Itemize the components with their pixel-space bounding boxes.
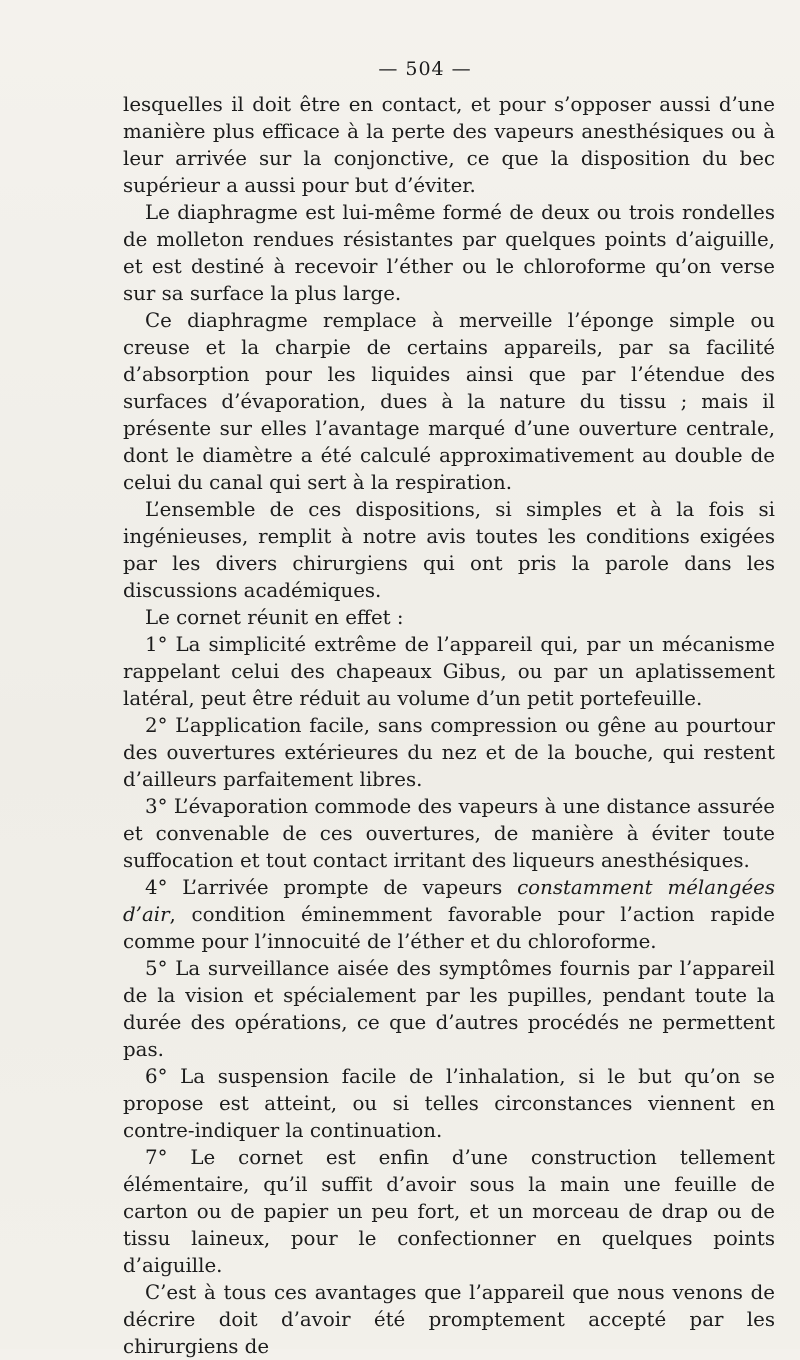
paragraph-final: C’est à tous ces avantages que l’appareil que nous venons de décrire doit d’avoir été promptement accepté par les chirurgiens de — [123, 1281, 775, 1358]
paragraph-item-1: 1° La simplicité extrême de l’appareil qui, par un mécanisme rappelant celui des chapeaux Gibus, ou par un aplatissement latéral, peut être réduit au volume d’un petit portefeuille. — [123, 633, 775, 710]
paragraph-item-5: 5° La surveillance aisée des symptômes fournis par l’appareil de la vision et spécialement par les pupilles, pendant toute la durée des opérations, ce que d’autres procédés ne permettent pas. — [123, 957, 775, 1061]
paragraph-5: Le cornet réunit en effet : — [145, 606, 404, 629]
item-4-italic-phrase: constamment mélangées d’air — [123, 876, 776, 926]
paragraph-item-7: 7° Le cornet est enfin d’une construction tellement élémentaire, qu’il suffit d’avoir sous la main une feuille de carton ou de papier un peu fort, et un morceau de drap ou de tissu laineux, pour le confectionner en quelques points d’aiguille. — [123, 1146, 775, 1277]
paragraph-item-3: 3° L’évaporation commode des vapeurs à une distance assurée et convenable de ces ouvertures, de manière à éviter toute suffocation et tout contact irritant des liqueurs anesthésiques. — [123, 795, 775, 872]
body-text — [123, 91, 775, 1360]
paragraph-2: Le diaphragme est lui-même formé de deux ou trois rondelles de molleton rendues résistantes par quelques points d’aiguille, et est destiné à recevoir l’éther ou le chloroforme qu’on verse sur sa surface la plus large. — [123, 201, 775, 305]
item-4-text-before: 4° L’arrivée prompte de vapeurs — [145, 876, 518, 899]
item-4-text-after: , condition éminemment favorable pour l’action rapide comme pour l’innocuité de l’éther et du chloroforme. — [123, 903, 775, 953]
paragraph-4: L’ensemble de ces dispositions, si simples et à la fois si ingénieuses, remplit à notre avis toutes les conditions exigées par les divers chirurgiens qui ont pris la parole dans les discussions académiques. — [123, 498, 775, 602]
page-number: — 504 — — [378, 58, 472, 80]
paragraph-item-4 — [123, 874, 775, 955]
paragraph-1: lesquelles il doit être en contact, et pour s’opposer aussi d’une manière plus efficace à la perte des vapeurs anesthésiques ou à leur arrivée sur la conjonctive, ce que la disposition du bec supérieur a aussi pour but d’éviter. — [123, 93, 775, 197]
paragraph-item-6: 6° La suspension facile de l’inhalation, si le but qu’on se propose est atteint, ou si telles circonstances viennent en contre-indiquer la continuation. — [123, 1065, 775, 1142]
paragraph-item-2: 2° L’application facile, sans compression ou gêne au pourtour des ouvertures extérieures du nez et de la bouche, qui restent d’ailleurs parfaitement libres. — [123, 714, 775, 791]
paragraph-3: Ce diaphragme remplace à merveille l’éponge simple ou creuse et la charpie de certains appareils, par sa facilité d’absorption pour les liquides ainsi que par l’étendue des surfaces d’évaporation, dues à la nature du tissu ; mais il présente sur elles l’avantage marqué d’une ouverture centrale, dont le diamètre a été calculé approximativement au double de celui du canal qui sert à la respiration. — [123, 309, 775, 494]
